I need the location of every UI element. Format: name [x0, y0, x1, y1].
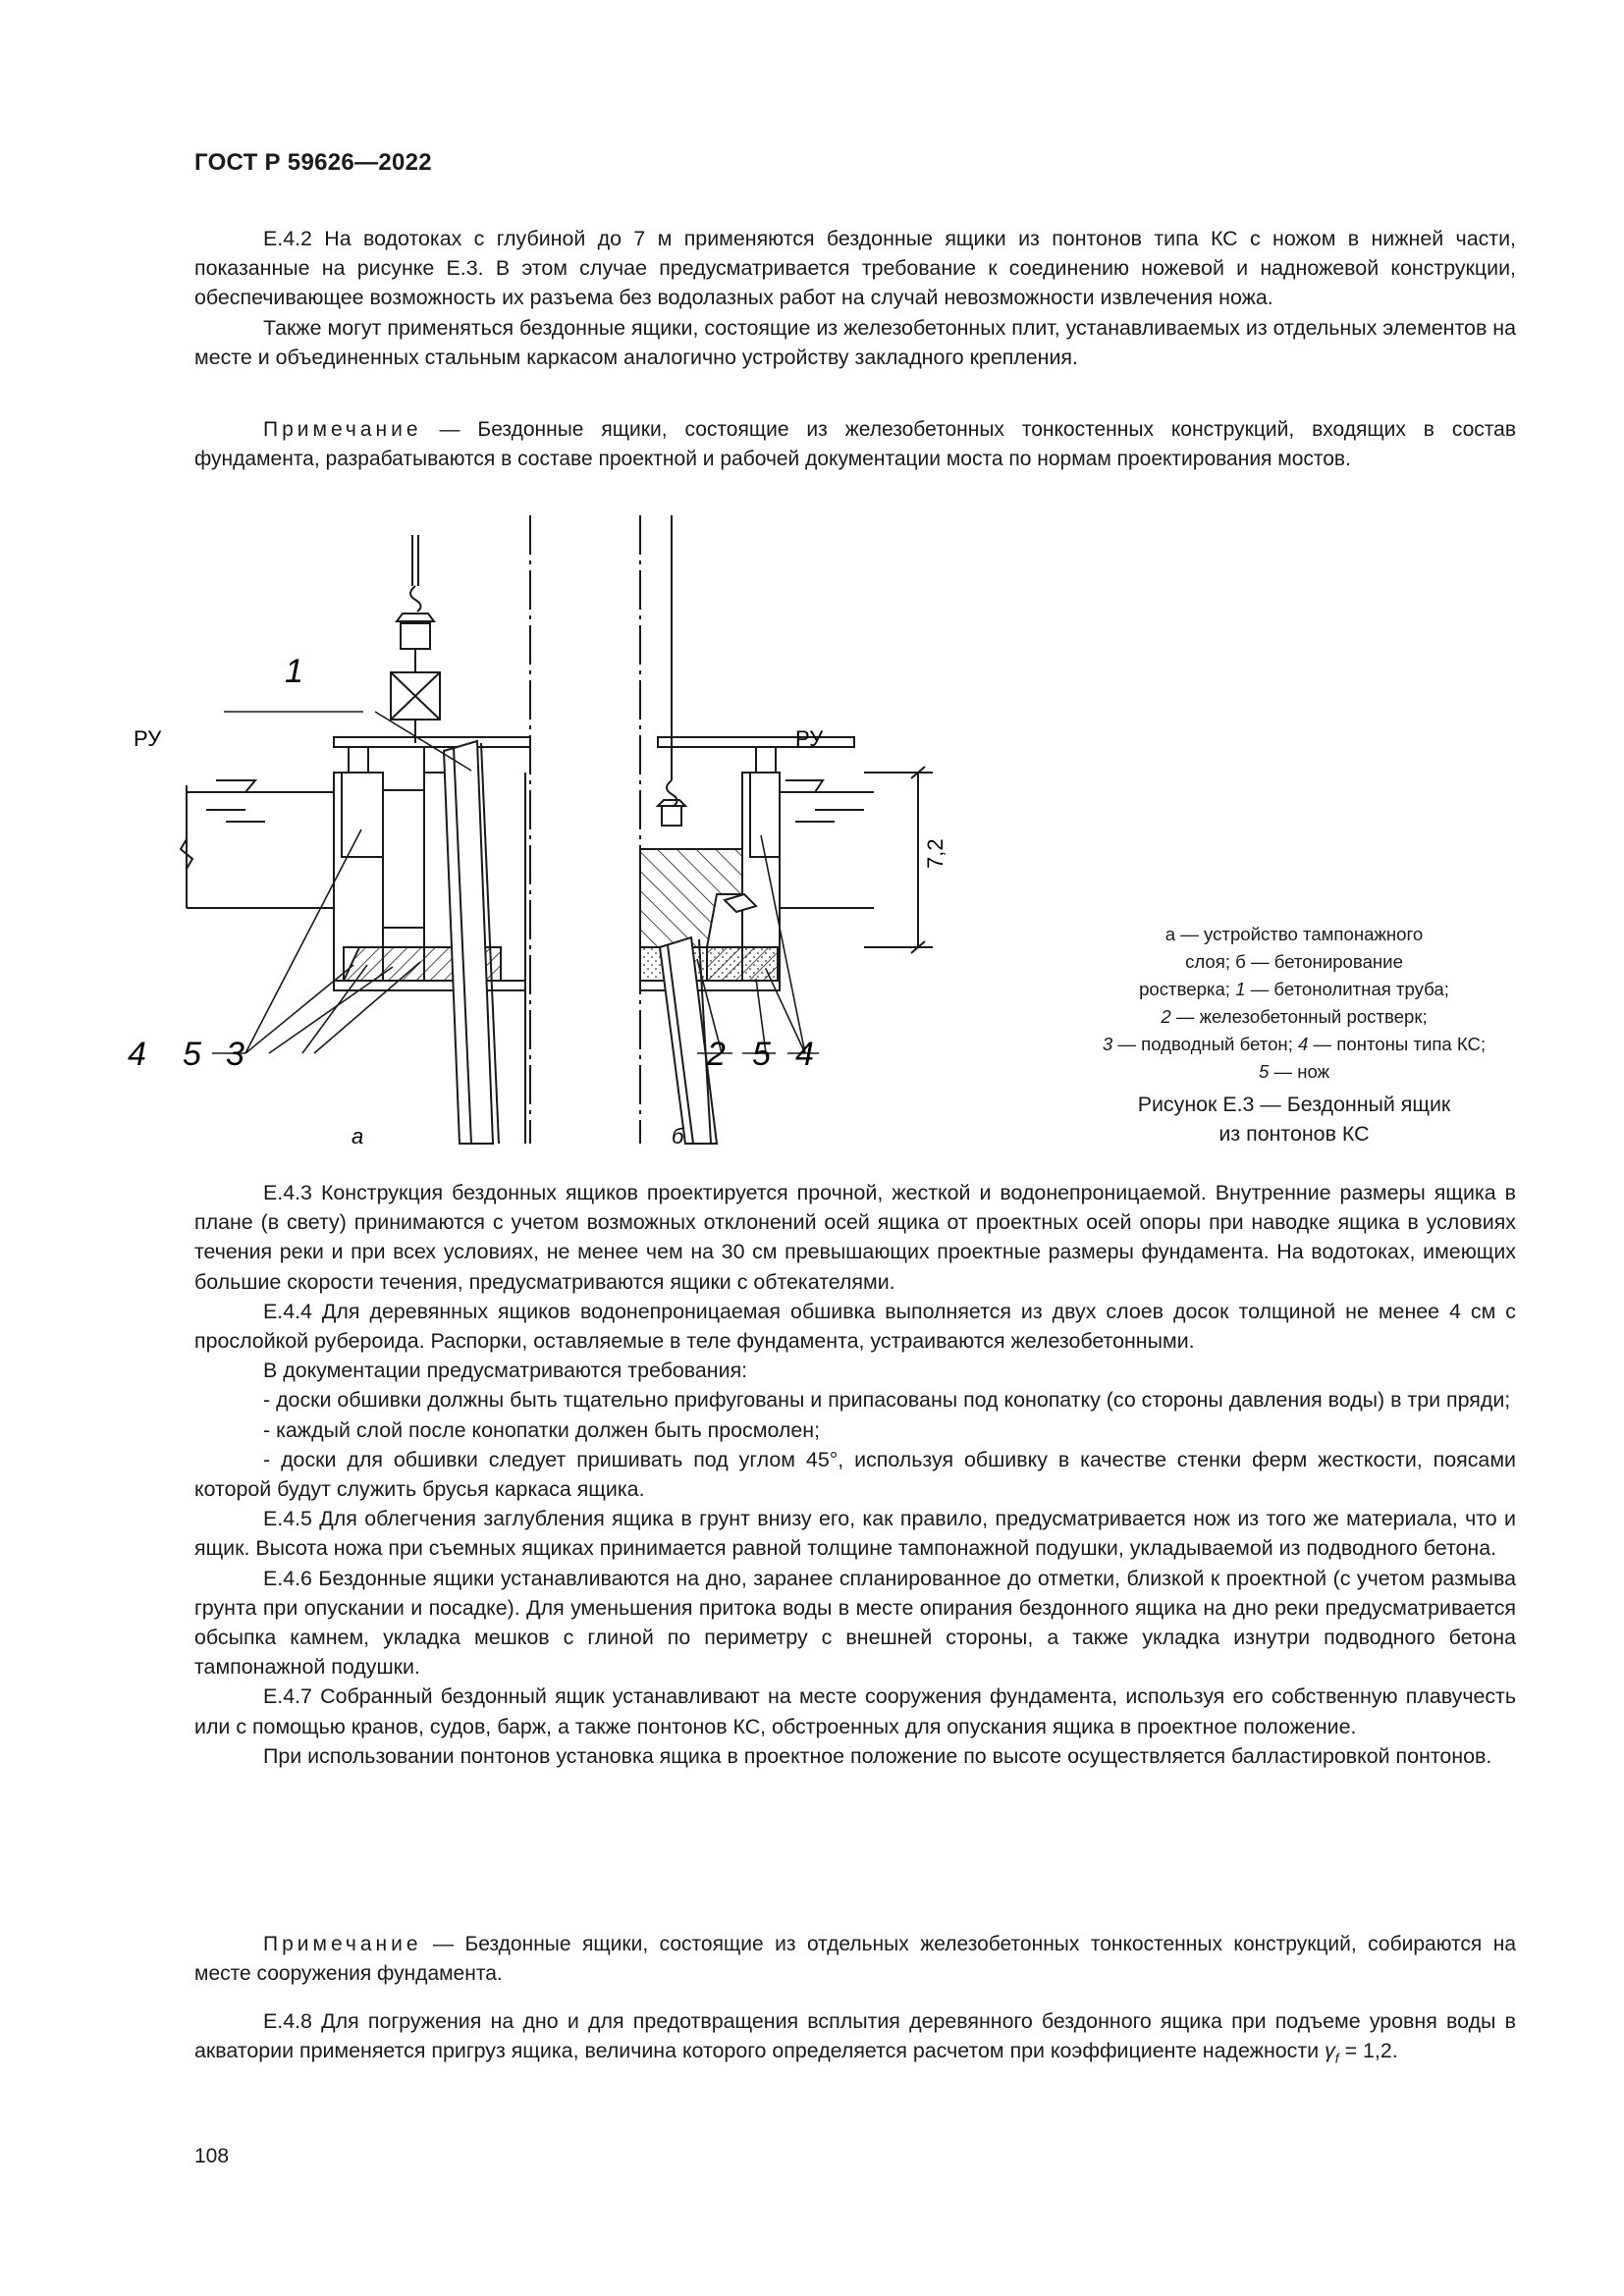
grillage-b: [640, 849, 742, 947]
drawing-b: [640, 515, 933, 1144]
document-header: ГОСТ Р 59626—2022: [194, 149, 432, 176]
paragraph-pontoons: При использовании понтонов установка ящика в проектное положение по высоте осуществляется балластировкой понтонов.: [263, 1743, 1492, 1768]
beam-b: [658, 737, 854, 747]
note-1: [194, 415, 1516, 474]
paragraph-e44: Е.4.4 Для деревянных ящиков водонепроницаемая обшивка выполняется из двух слоев досок толщиной не менее 4 см с прослойкой рубероида. Распорки, оставляемые в теле фундамента, устраиваются железобетонными.: [194, 1299, 1516, 1354]
callout-2: 2: [707, 1036, 726, 1073]
paragraph-e47: Е.4.7 Собранный бездонный ящик устанавливают на месте сооружения фундамента, используя его собственную плавучесть или с помощью кранов, судов, барж, а также понтонов КС, обстроенных для опускания ящика в проектное положение.: [194, 1684, 1516, 1738]
page-number: 108: [194, 2145, 230, 2167]
paragraph-e48: Е.4.8 Для погружения на дно и для предотвращения всплытия деревянного бездонного ящика при подъеме уровня воды в акватории применяется пригруз ящика, величина которого определяется расчетом при коэффициенте надежности $\gamma_f = 1,2$.: [194, 2009, 1516, 2066]
note-2-label: Примечание: [263, 1933, 422, 1955]
figure-legend: [1049, 921, 1540, 1086]
paragraph-e46: Е.4.6 Бездонные ящики устанавливаются на дно, заранее спланированное до отметки, близкой к проектной (с учетом размыва грунта при опускании и посадке). Для уменьшения притока воды в месте опирания бездонного ящика на дно реки предусматривается обсыпка камнем, укладка мешков с глиной по периметру с внешней стороны, а также укладка изнутри подводного бетона тампонажной подушки.: [194, 1566, 1516, 1680]
text-block-body: [194, 1178, 1516, 1771]
hook-b: [667, 780, 677, 806]
figure-title: Рисунок Е.3 — Бездонный ящик из понтонов КС: [1137, 1093, 1451, 1146]
bullet-2: - каждый слой после конопатки должен быть просмолен;: [263, 1417, 821, 1442]
note-block-1: [194, 415, 1516, 474]
legend-line-5: 3 — подводный бетон; 4 — понтоны типа КС;: [1102, 1034, 1487, 1054]
paragraph-e42: Е.4.2 На водотоках с глубиной до 7 м применяются бездонные ящики из понтонов типа КС с ножом в нижней части, показанные на рисунке Е.3. В этом случае предусматривается требование к соединению ножевой и надножевой конструкции, обеспечивающее возможность их разъема без водолазных работ на случай невозможности извлечения ножа.: [194, 227, 1516, 310]
legend-line-1: а — устройство тампонажного: [1164, 924, 1424, 944]
paragraph-e45: Е.4.5 Для облегчения заглубления ящика в грунт внизу его, как правило, предусматривается нож из того же материала, что и ящик. Высота ножа при съемных ящиках принимается равной толщине тампонажной подушки, укладываемой из подводного бетона.: [194, 1507, 1516, 1561]
legend-line-4: 2 — железобетонный ростверк;: [1161, 1006, 1428, 1027]
text-block-e48: [194, 2006, 1516, 2073]
text-block-top: [194, 224, 1516, 372]
callout-3: 3: [226, 1036, 244, 1073]
note-2: [194, 1930, 1516, 1989]
note-1-label: Примечание: [263, 418, 422, 441]
note-2-text: — Бездонные ящики, состоящие из отдельных железобетонных тонкостенных конструкций, собираются на месте сооружения фундамента.: [194, 1933, 1516, 1986]
callout-5-left: 5: [183, 1036, 201, 1073]
bullet-1: - доски обшивки должны быть тщательно прифугованы и припасованы под конопатку (со стороны давления воды) в три пряди;: [263, 1388, 1511, 1413]
dimension-label: 7,2: [923, 838, 947, 869]
beam-a: [334, 737, 530, 747]
callout-4-left: 4: [128, 1036, 146, 1073]
paragraph-also: Также могут применяться бездонные ящики, состоящие из железобетонных плит, устанавливаемых из отдельных элементов на месте и объединенных стальным каркасом аналогично устройству закладного крепления.: [194, 315, 1516, 369]
callout-1: 1: [285, 653, 303, 690]
legend-line-6: 5 — нож: [1258, 1061, 1330, 1082]
figure-e3: [128, 515, 1070, 1153]
legend-line-2: слоя; б — бетонирование: [1185, 951, 1403, 972]
subfigure-label-b: б: [672, 1124, 684, 1148]
paragraph-requirements: В документации предусматриваются требования:: [263, 1359, 748, 1383]
figure-drawing: [128, 515, 1070, 1153]
label-ru-right: РУ: [795, 726, 824, 751]
paragraph-e43: Е.4.3 Конструкция бездонных ящиков проектируется прочной, жесткой и водонепроницаемой. Внутренние размеры ящика в плане (в свету) принимаются с учетом возможных отклонений осей ящика от проектных осей опоры при наводке ящика в условиях течения реки и при всех условиях, не менее чем на 30 см превышающих проектные размеры фундамента. На водотоках, имеющих большие скорости течения, предусматриваются ящики с обтекателями.: [194, 1181, 1516, 1294]
note-1-text: — Бездонные ящики, состоящие из железобетонных тонкостенных конструкций, входящих в состав фундамента, разрабатываются в составе проектной и рабочей документации моста по нормам проектирования мостов.: [194, 418, 1516, 471]
callout-4-right: 4: [795, 1036, 814, 1073]
legend-line-3: ростверка; 1 — бетонолитная труба;: [1139, 979, 1449, 999]
callout-5-right: 5: [752, 1036, 771, 1073]
label-ru-left: РУ: [134, 726, 162, 751]
bullet-3: - доски для обшивки следует пришивать под углом 45°, используя обшивку в качестве стенки ферм жесткости, поясами которой будут служить брусья каркаса ящика.: [194, 1447, 1516, 1502]
hook-a: [410, 586, 421, 612]
note-block-2: [194, 1930, 1516, 1989]
subfigure-label-a: а: [352, 1124, 364, 1148]
